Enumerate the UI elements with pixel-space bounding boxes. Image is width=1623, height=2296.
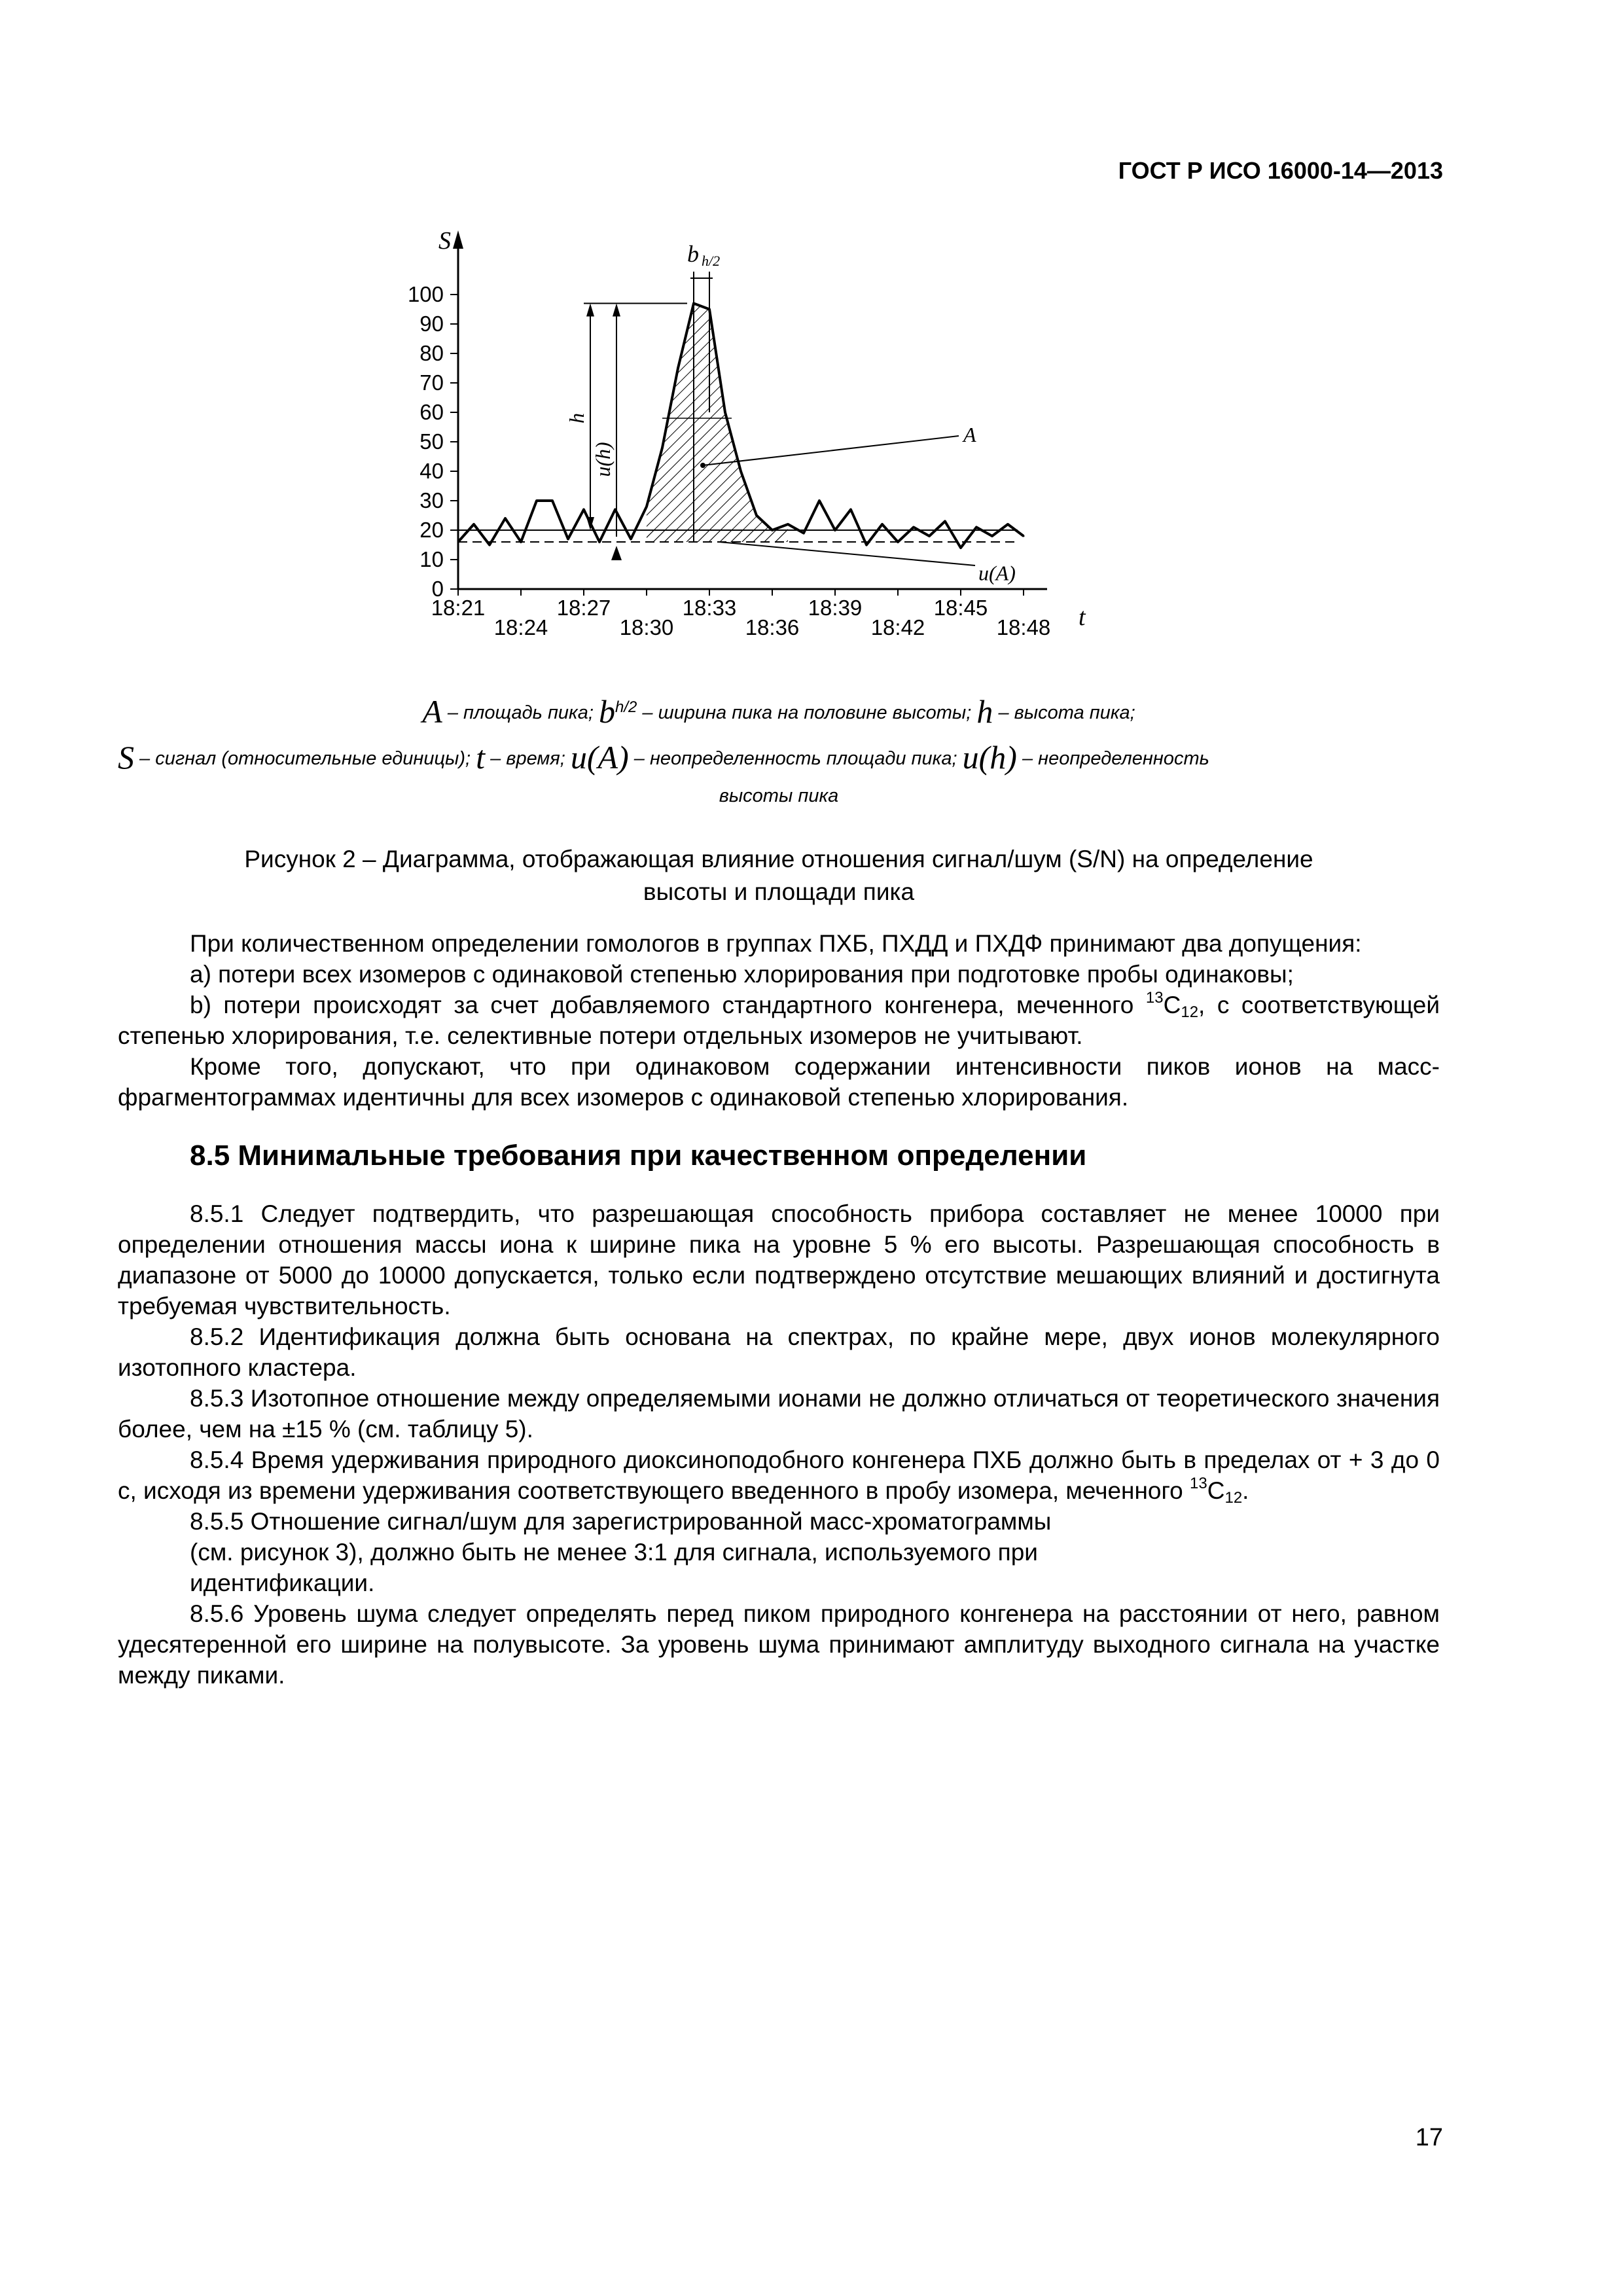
bh2-label: b xyxy=(687,241,699,267)
legend-text-uA: – неопределенность площади пика; xyxy=(628,748,963,769)
legend-symbol-t: t xyxy=(476,739,486,776)
isotope-symbol: C xyxy=(1163,992,1181,1018)
A-leader-dot xyxy=(700,463,705,468)
paragraph-additionally: Кроме того, допускают, что при одинаковом содержании интенсивности пиков ионов на масс-фрагментограммах идентичны для всех изомеров с одинаковой степенью хлорирования. xyxy=(118,1053,1440,1111)
document-header: ГОСТ Р ИСО 16000-14—2013 xyxy=(1118,157,1443,184)
signal-data-point xyxy=(630,538,632,540)
signal-data-point xyxy=(489,544,491,546)
x-tick-label: 18:39 xyxy=(808,596,863,620)
x-tick-label: 18:27 xyxy=(556,596,611,620)
clause-8-5-6: 8.5.6 Уровень шума следует определять перед пиком природного конгенера на расстоянии от него, равном удесятеренной его ширине на полувысоте. За уровень шума принимают амплитуду выходного сигнала на участке между пиками. xyxy=(118,1600,1440,1689)
signal-data-point xyxy=(819,500,821,502)
x-tick-label: 18:48 xyxy=(996,615,1051,639)
signal-data-point xyxy=(599,541,601,543)
legend-symbol-b-sub: h/2 xyxy=(615,698,637,716)
legend-text-S: – сигнал (относительные единицы); xyxy=(134,748,476,769)
uA-leader-line xyxy=(719,542,975,565)
uA-label: u(A) xyxy=(978,561,1016,585)
signal-data-point xyxy=(882,524,883,526)
isotope-superscript: 13 xyxy=(1145,989,1164,1007)
assumption-b-text-1: b) потери происходят за счет добавляемого стандартного конгенера, меченного xyxy=(190,992,1146,1018)
legend-line-2 xyxy=(118,738,1440,776)
y-axis-symbol: S xyxy=(438,227,451,255)
legend-symbol-h: h xyxy=(976,693,993,730)
clause-8-5-3: 8.5.3 Изотопное отношение между определяемыми ионами не должно отличаться от теоретического значения более, чем на ±15 % (см. таблицу 5). xyxy=(118,1385,1440,1443)
paragraph-assumptions: При количественном определении гомологов в группах ПХБ, ПХДД и ПХДФ принимают два допущения: xyxy=(190,930,1362,957)
clause-8-5-4-text-1: 8.5.4 Время удерживания природного диоксиноподобного конгенера ПХБ должно быть в пределах от + 3 до 0 с, исходя из времени удерживания соответствующего введенного в пробу изомера, меченного xyxy=(118,1446,1440,1504)
signal-data-point xyxy=(567,538,569,540)
signal-data-point xyxy=(976,526,978,528)
figure-caption-line-1: Рисунок 2 – Диаграмма, отображающая влияние отношения сигнал/шум (S/N) на определение xyxy=(244,846,1313,872)
bh2-label-sub: h/2 xyxy=(702,253,721,269)
signal-data-point xyxy=(787,524,789,526)
legend-text-t: – время; xyxy=(485,748,571,769)
signal-data-point xyxy=(1023,535,1025,537)
signal-data-point xyxy=(677,367,679,369)
signal-data-point xyxy=(740,471,742,473)
figure-caption xyxy=(118,843,1440,908)
signal-data-point xyxy=(756,514,758,516)
signal-data-point xyxy=(583,509,585,511)
signal-data-point xyxy=(991,535,993,537)
signal-data-point xyxy=(724,412,726,414)
legend-text-h: – высота пика; xyxy=(993,702,1135,723)
signal-data-point xyxy=(772,529,774,531)
assumption-b-text-2: , с соответствующей степенью хлорирования, т.е. селективные потери отдельных изомеров не учитывают. xyxy=(118,992,1440,1049)
x-tick-label: 18:30 xyxy=(619,615,674,639)
paragraph-assumption-b xyxy=(118,990,1440,1051)
signal-data-point xyxy=(834,529,836,531)
y-tick-label: 0 xyxy=(431,577,444,601)
legend-symbol-uh: u(h) xyxy=(962,739,1017,776)
signal-data-point xyxy=(473,524,475,526)
y-tick-label: 80 xyxy=(419,341,444,365)
signal-data-point xyxy=(960,547,962,549)
signal-data-point xyxy=(913,526,915,528)
legend-line-3: высоты пика xyxy=(719,785,839,806)
legend-text-A: – площадь пика; xyxy=(442,702,599,723)
x-axis-symbol: t xyxy=(1079,603,1086,631)
clause-8-5-4-text-2: . xyxy=(1242,1477,1249,1504)
signal-data-point xyxy=(850,509,852,511)
paragraph-assumption-a: а) потери всех изомеров с одинаковой степенью хлорирования при подготовке пробы одинаковы; xyxy=(190,961,1294,988)
A-label: A xyxy=(963,423,976,446)
x-tick-label: 18:33 xyxy=(682,596,737,620)
legend-line-1 xyxy=(118,692,1440,730)
clause-8-5-5-line-3: идентификации. xyxy=(190,1570,375,1596)
y-tick-label: 90 xyxy=(419,312,444,336)
signal-data-point xyxy=(505,518,507,520)
signal-data-point xyxy=(1007,524,1009,526)
signal-data-point xyxy=(897,541,899,543)
x-tick-label: 18:36 xyxy=(745,615,800,639)
y-tick-label: 70 xyxy=(419,370,444,395)
isotope-subscript: 12 xyxy=(1224,1489,1243,1507)
y-tick-label: 20 xyxy=(419,518,444,542)
signal-data-point xyxy=(536,500,538,502)
y-tick-label: 40 xyxy=(419,459,444,483)
A-leader-line xyxy=(703,436,959,465)
clause-8-5-2: 8.5.2 Идентификация должна быть основана на спектрах, по крайне мере, двух ионов молекулярного изотопного кластера. xyxy=(118,1323,1440,1381)
isotope-subscript: 12 xyxy=(1181,1003,1199,1021)
clause-8-5-5-line-2: (см. рисунок 3), должно быть не менее 3:1 для сигнала, используемого при xyxy=(190,1539,1038,1566)
y-tick-label: 10 xyxy=(419,547,444,571)
y-tick-label: 50 xyxy=(419,429,444,454)
signal-data-point xyxy=(552,500,554,502)
signal-data-point xyxy=(803,532,805,534)
x-tick-label: 18:21 xyxy=(431,596,486,620)
uh-arrow-top xyxy=(613,304,620,317)
y-axis-arrow xyxy=(453,230,463,249)
signal-data-point xyxy=(944,520,946,522)
y-tick-label: 60 xyxy=(419,400,444,424)
signal-data-point xyxy=(646,506,648,508)
signal-data-point xyxy=(929,535,931,537)
signal-data-point xyxy=(866,544,868,546)
legend-text-uh: – неопределенность xyxy=(1016,748,1209,769)
clause-8-5-5-line-1: 8.5.5 Отношение сигнал/шум для зарегистрированной масс-хроматограммы xyxy=(190,1508,1052,1535)
figure-caption-line-2: высоты и площади пика xyxy=(643,878,915,905)
signal-data-point xyxy=(709,308,711,310)
y-tick-label: 30 xyxy=(419,488,444,512)
body-text xyxy=(118,928,1440,1691)
clause-8-5-1: 8.5.1 Следует подтвердить, что разрешающая способность прибора составляет не менее 10000 при определении отношения массы иона к ширине пика на уровне 5 % его высоты. Разрешающая способность в диапазоне от 5000 до 10000 допускается, только если подтверждено отсутствие мешающих влияний и достигнута требуемая чувствительность. xyxy=(118,1200,1440,1319)
signal-noise-chart xyxy=(406,223,1113,655)
uh-label: u(h) xyxy=(591,442,615,477)
isotope-symbol: C xyxy=(1207,1477,1225,1504)
isotope-superscript: 13 xyxy=(1190,1475,1207,1492)
signal-data-point xyxy=(520,541,522,543)
signal-data-point xyxy=(662,447,664,449)
uh-arrow-bottom xyxy=(611,546,622,560)
page-number: 17 xyxy=(1415,2124,1443,2151)
signal-data-point xyxy=(693,302,695,304)
h-label: h xyxy=(565,413,588,423)
legend-symbol-S: S xyxy=(118,739,134,776)
uA-band-hatch xyxy=(647,530,788,542)
legend-symbol-b: b xyxy=(599,693,615,730)
signal-data-point xyxy=(615,509,616,511)
legend-symbol-uA: u(A) xyxy=(570,739,629,776)
y-tick-label: 100 xyxy=(407,282,444,306)
x-tick-label: 18:42 xyxy=(870,615,925,639)
x-tick-label: 18:45 xyxy=(933,596,988,620)
signal-data-point xyxy=(457,541,459,543)
clause-8-5-4 xyxy=(118,1444,1440,1506)
x-tick-label: 18:24 xyxy=(493,615,548,639)
section-heading-8-5: 8.5 Минимальные требования при качественном определении xyxy=(190,1139,1087,1172)
legend-symbol-A: A xyxy=(422,693,442,730)
h-arrow-top xyxy=(586,304,594,317)
legend-text-b: – ширина пика на половине высоты; xyxy=(637,702,977,723)
